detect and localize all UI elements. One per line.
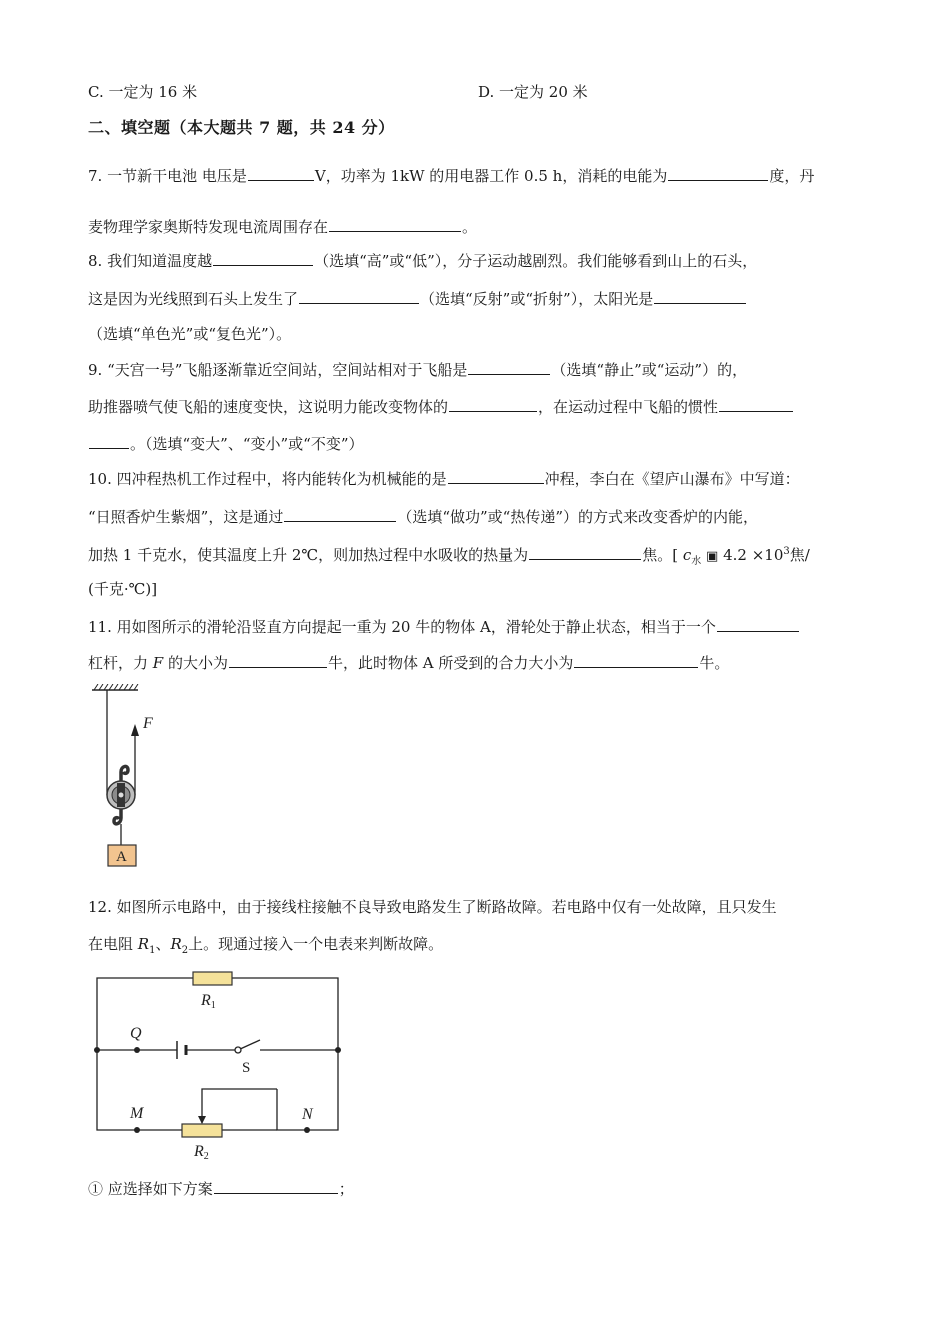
- terminal-n: [304, 1127, 310, 1133]
- block-a-label: A: [116, 849, 127, 865]
- slider-arrow: [198, 1116, 206, 1124]
- force-arrow-head: [131, 724, 139, 736]
- question-10-line-3: 加热 1 千克水，使其温度上升 2℃，则加热过程中水吸收的热量为 焦。[ $c_水$ ▣ $4.2 \times 10^3$焦/: [88, 546, 810, 567]
- option-d: D. 一定为 20 米: [478, 83, 588, 101]
- question-8-line-2: 这是因为光线照到石头上发生了 （选填“反射”或“折射”），太阳光是: [88, 288, 747, 309]
- answer-blank[interactable]: [529, 544, 641, 560]
- answer-blank[interactable]: [213, 250, 313, 266]
- label-r2: R2: [194, 1143, 209, 1162]
- answer-blank[interactable]: [654, 288, 746, 304]
- resistor-r1: [193, 972, 232, 985]
- wire-top-right: [232, 978, 338, 1050]
- label-r1: R1: [201, 992, 216, 1011]
- question-10-line-2: “日照香炉生紫烟”，这是通过 （选填“做功”或“热传递”）的方式来改变香炉的内能，: [88, 508, 759, 526]
- top-hook: [121, 766, 128, 781]
- answer-blank[interactable]: [468, 359, 550, 375]
- pulley-figure: [86, 684, 176, 870]
- question-8-line-3: （选填“单色光”或“复色光”）。: [88, 325, 292, 343]
- specific-heat-symbol: c: [682, 546, 692, 564]
- junction-left: [94, 1047, 100, 1053]
- question-8-line-1: 8. 我们知道温度越 （选填“高”或“低”），分子运动越剧烈。我们能够看到山上的石头，: [88, 252, 758, 270]
- rheostat-slider-wire: [202, 1089, 277, 1123]
- question-7-line-2: 麦物理学家奥斯特发现电流周围存在 。: [88, 218, 478, 236]
- option-c: [88, 82, 588, 102]
- answer-blank[interactable]: [449, 396, 537, 412]
- question-12-line-1: 12. 如图所示电路中，由于接线柱接触不良导致电路发生了断路故障。若电路中仅有一处故障，且只发生: [88, 898, 777, 916]
- answer-blank[interactable]: [448, 468, 544, 484]
- terminal-q: [134, 1047, 140, 1053]
- answer-blank[interactable]: [299, 288, 419, 304]
- answer-blank[interactable]: [89, 433, 129, 449]
- label-s: S: [242, 1060, 251, 1076]
- answer-blank[interactable]: [229, 652, 327, 668]
- pulley-axle: [119, 793, 124, 798]
- label-q: Q: [130, 1025, 142, 1042]
- option-c-text: C. 一定为 16 米: [88, 83, 198, 101]
- answer-blank[interactable]: [214, 1178, 338, 1194]
- question-9-line-3: 。（选填“变大”、“变小”或“不变”）: [88, 433, 364, 454]
- switch-pivot: [235, 1047, 241, 1053]
- question-12-line-2: 在电阻 $R_1$、$R_2$上。现通过接入一个电表来判断故障。: [88, 935, 444, 956]
- force-label: F: [143, 715, 153, 732]
- answer-blank[interactable]: [717, 616, 799, 632]
- answer-blank[interactable]: [668, 165, 768, 181]
- ceiling-hatch: [92, 684, 138, 690]
- wire-top-left: [97, 978, 193, 1050]
- answer-blank[interactable]: [284, 506, 396, 522]
- label-n: N: [302, 1106, 313, 1123]
- unknown-glyph-box: ▣: [706, 549, 719, 564]
- answer-blank[interactable]: [574, 652, 698, 668]
- answer-blank[interactable]: [719, 396, 793, 412]
- question-9-line-2: 助推器喷气使飞船的速度变快，这说明力能改变物体的 ，在运动过程中飞船的惯性: [88, 396, 794, 417]
- bottom-hook: [114, 809, 121, 824]
- question-10-line-4: (千克·℃)]: [88, 580, 158, 598]
- question-11-line-2: 杠杆，力 F 的大小为 牛，此时物体 A 所受到的合力大小为 牛。: [88, 654, 730, 672]
- question-11-line-1: 11. 用如图所示的滑轮沿竖直方向提起一重为 20 牛的物体 A，滑轮处于静止状态，相当于一个: [88, 616, 800, 637]
- question-12-sub-1: ① 应选择如下方案 ；: [88, 1180, 354, 1198]
- label-m: M: [130, 1105, 144, 1122]
- terminal-m: [134, 1127, 140, 1133]
- junction-right: [335, 1047, 341, 1053]
- answer-blank[interactable]: [248, 165, 314, 181]
- answer-blank[interactable]: [329, 216, 461, 232]
- question-10-line-1: 10. 四冲程热机工作过程中，将内能转化为机械能的是 冲程，李白在《望庐山瀑布》中写道：: [88, 470, 800, 488]
- circuit-figure: [80, 965, 370, 1165]
- question-9-line-1: 9. “天宫一号”飞船逐渐靠近空间站，空间站相对于飞船是 （选填“静止”或“运动”）的，: [88, 361, 748, 379]
- resistor-r2: [182, 1124, 222, 1137]
- question-7-line-1: 7. 一节新干电池 电压是 V，功率为 1kW 的用电器工作 0.5 h，消耗的电能为 度，丹: [88, 167, 815, 185]
- section-title: 二、填空题（本大题共 7 题，共 24 分）: [88, 118, 395, 137]
